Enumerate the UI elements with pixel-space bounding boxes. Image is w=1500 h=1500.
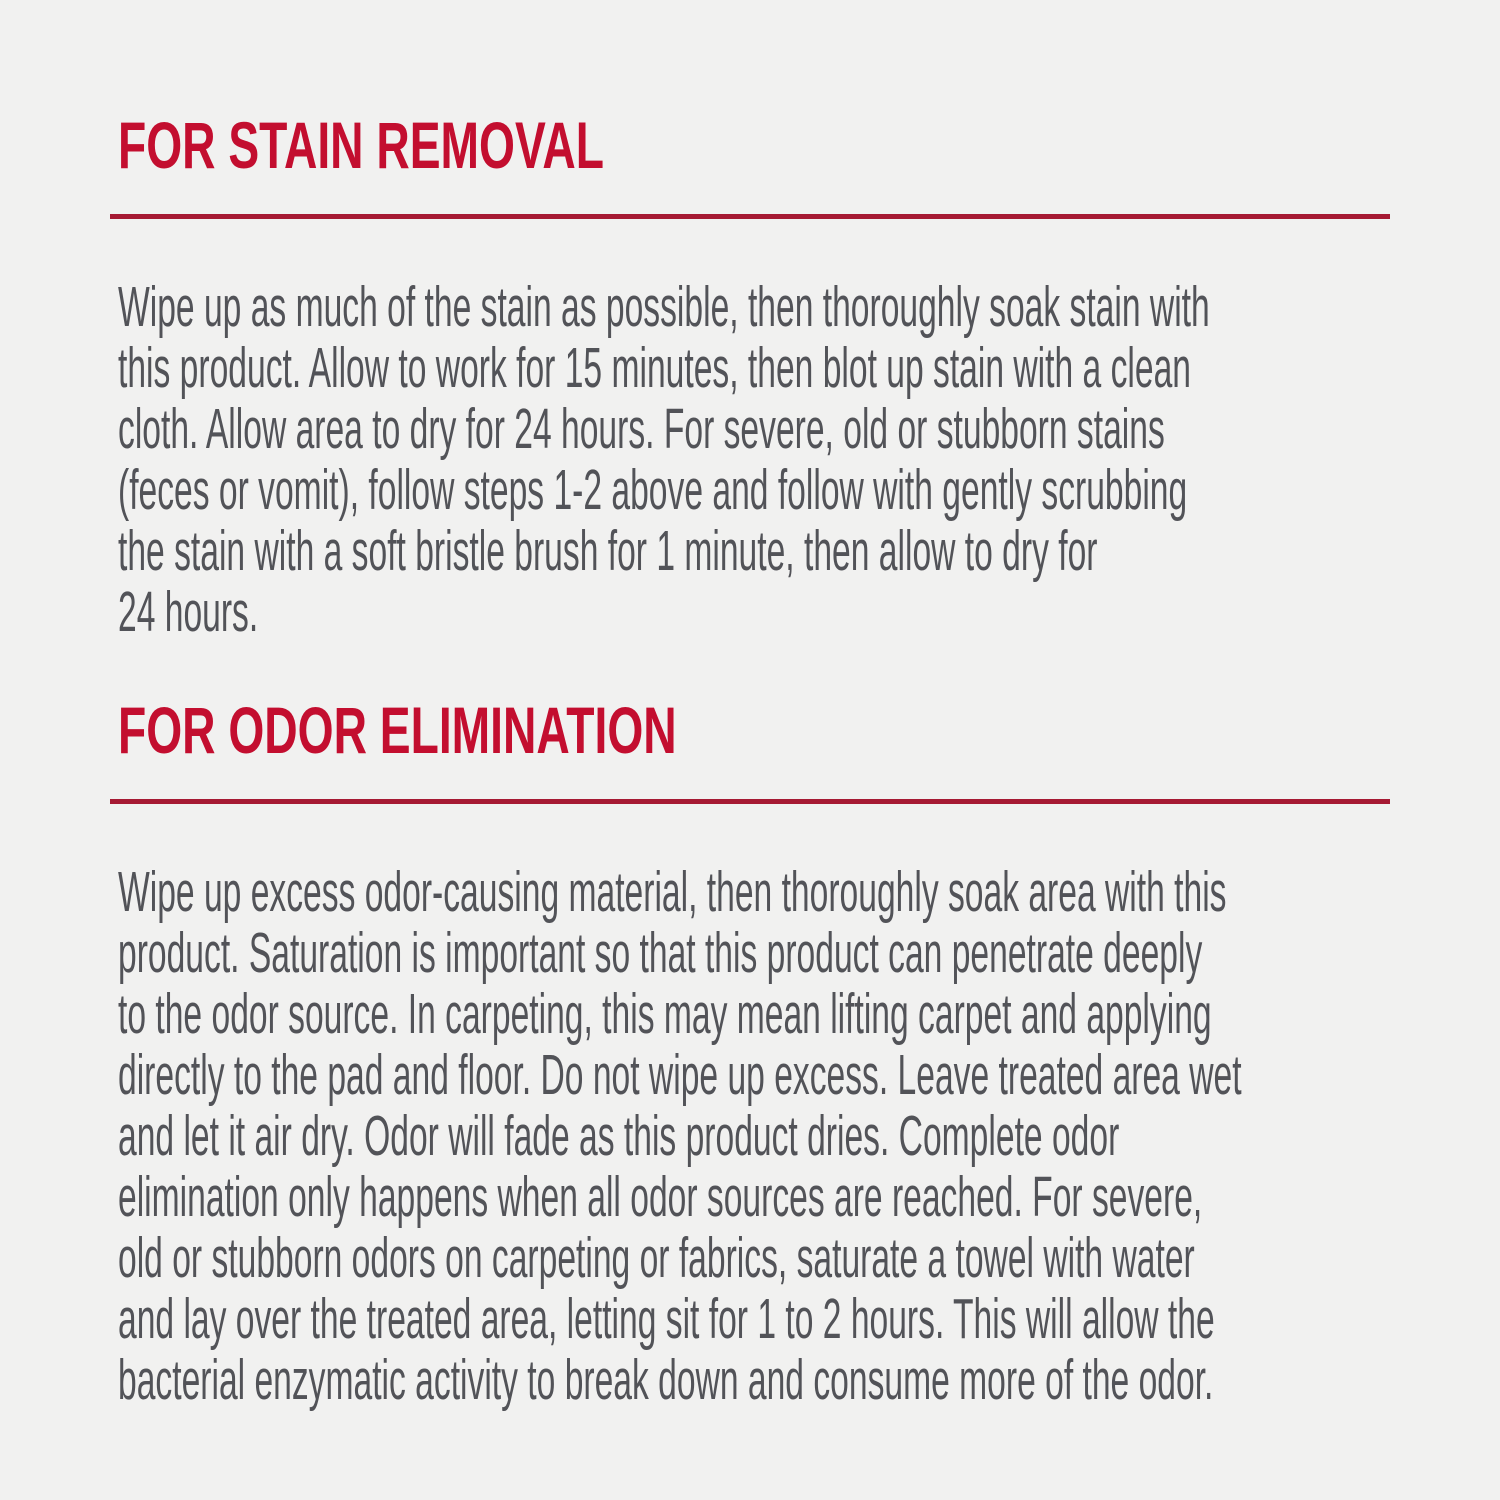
section-divider-rule — [110, 799, 1390, 804]
body-text-line: this product. Allow to work for 15 minutes, then blot up stain with a clean — [118, 336, 1191, 400]
body-text-line: directly to the pad and floor. Do not wipe up excess. Leave treated area wet — [118, 1043, 1242, 1107]
body-text-line: Wipe up excess odor-causing material, then thoroughly soak area with this — [118, 860, 1227, 924]
body-text-line: Wipe up as much of the stain as possible, then thoroughly soak stain with — [118, 275, 1210, 339]
odor-elimination-instructions — [118, 860, 1242, 1412]
body-text-line: and lay over the treated area, letting sit for 1 to 2 hours. This will allow the — [118, 1287, 1215, 1351]
body-text-line: the stain with a soft bristle brush for 1 minute, then allow to dry for — [118, 519, 1098, 583]
body-text-line: 24 hours. — [118, 580, 259, 644]
section-title-stain-removal: FOR STAIN REMOVAL — [118, 108, 604, 182]
stain-removal-instructions — [118, 275, 1210, 644]
body-text-line: old or stubborn odors on carpeting or fabrics, saturate a towel with water — [118, 1226, 1195, 1290]
section-divider-rule — [110, 214, 1390, 219]
body-text-line: cloth. Allow area to dry for 24 hours. For severe, old or stubborn stains — [118, 397, 1165, 461]
body-text-line: bacterial enzymatic activity to break down and consume more of the odor. — [118, 1348, 1214, 1412]
section-title-odor-elimination: FOR ODOR ELIMINATION — [118, 693, 677, 767]
body-text-line: to the odor source. In carpeting, this may mean lifting carpet and applying — [118, 982, 1212, 1046]
body-text-line: elimination only happens when all odor sources are reached. For severe, — [118, 1165, 1203, 1229]
body-text-line: product. Saturation is important so that this product can penetrate deeply — [118, 921, 1203, 985]
body-text-line: and let it air dry. Odor will fade as this product dries. Complete odor — [118, 1104, 1120, 1168]
body-text-line: (feces or vomit), follow steps 1-2 above and follow with gently scrubbing — [118, 458, 1188, 522]
